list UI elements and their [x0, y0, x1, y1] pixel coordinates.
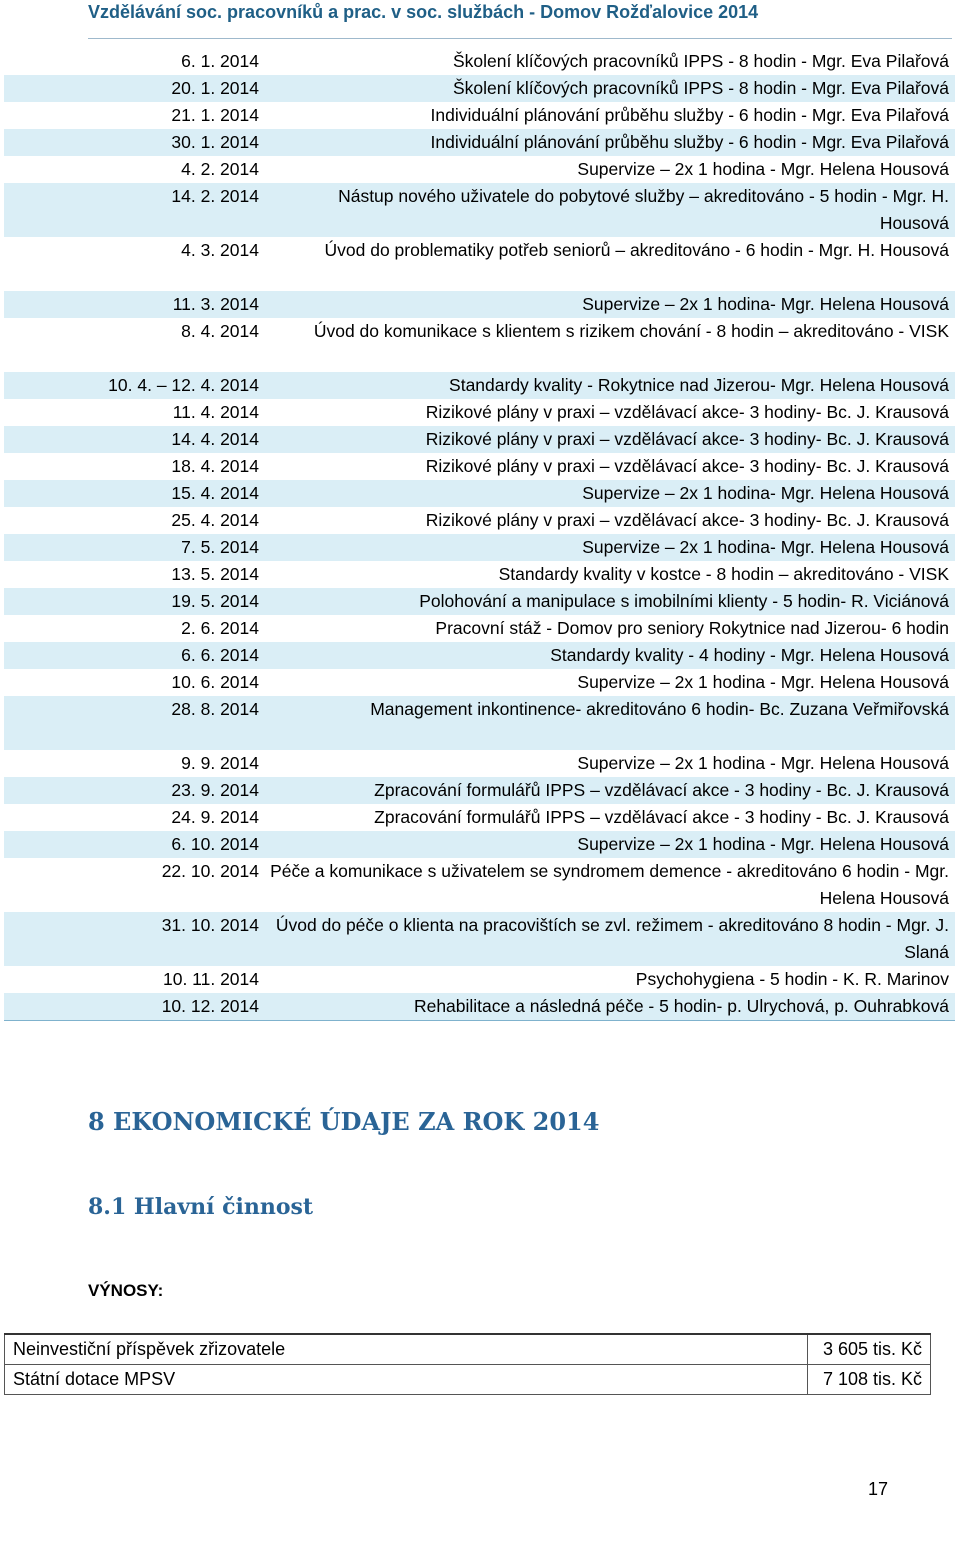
running-header: Vzdělávání soc. pracovníků a prac. v soc. službách - Domov Rožďalovice 2014	[88, 2, 759, 22]
table-row	[4, 966, 955, 993]
training-date: 10. 12. 2014	[4, 993, 267, 1021]
table-row	[5, 1365, 931, 1395]
table-row	[4, 750, 955, 777]
training-date: 28. 8. 2014	[4, 696, 267, 750]
table-row	[4, 696, 955, 750]
training-date: 31. 10. 2014	[4, 912, 267, 966]
training-description: Rehabilitace a následná péče - 5 hodin- p. Ulrychová, p. Ouhrabková	[267, 993, 955, 1021]
revenue-item: Státní dotace MPSV	[5, 1365, 808, 1395]
training-description: Rizikové plány v praxi – vzdělávací akce- 3 hodiny- Bc. J. Krausová	[425, 402, 949, 422]
training-description: Zpracování formulářů IPPS – vzdělávací akce - 3 hodiny - Bc. J. Krausová	[267, 777, 955, 804]
table-row	[4, 156, 955, 183]
table-row	[4, 75, 955, 102]
training-date: 19. 5. 2014	[4, 588, 267, 615]
table-row	[4, 480, 955, 507]
training-description: Školení klíčových pracovníků IPPS - 8 hodin - Mgr. Eva Pilařová	[452, 51, 949, 71]
training-description: Standardy kvality v kostce - 8 hodin – akreditováno - VISK	[498, 564, 949, 584]
table-row	[4, 669, 955, 696]
training-description: Úvod do péče o klienta na pracovištích se zvl. režimem - akreditováno 8 hodin - Mgr. J. Slaná	[267, 912, 955, 966]
table-row	[4, 291, 955, 318]
training-description: Pracovní stáž - Domov pro seniory Rokytnice nad Jizerou- 6 hodin	[435, 618, 949, 638]
training-date: 9. 9. 2014	[181, 753, 259, 773]
table-row	[4, 453, 955, 480]
training-date: 25. 4. 2014	[171, 510, 259, 530]
training-date: 20. 1. 2014	[4, 75, 267, 102]
revenue-label: VÝNOSY:	[88, 1281, 164, 1300]
training-date: 23. 9. 2014	[4, 777, 267, 804]
training-description: Supervize – 2x 1 hodina- Mgr. Helena Housová	[267, 534, 955, 561]
table-row	[4, 912, 955, 966]
table-row	[4, 48, 955, 75]
table-row	[5, 1334, 931, 1365]
table-row	[4, 507, 955, 534]
table-row	[4, 372, 955, 399]
training-description: Péče a komunikace s uživatelem se syndromem demence - akreditováno 6 hodin - Mgr. Helena Housová	[270, 861, 949, 908]
training-description: Zpracování formulářů IPPS – vzdělávací akce - 3 hodiny - Bc. J. Krausová	[374, 807, 949, 827]
training-description: Polohování a manipulace s imobilními klienty - 5 hodin- R. Viciánová	[267, 588, 955, 615]
training-description: Rizikové plány v praxi – vzdělávací akce- 3 hodiny- Bc. J. Krausová	[267, 426, 955, 453]
section-heading: 8 EKONOMICKÉ ÚDAJE ZA ROK 2014	[88, 1107, 600, 1136]
table-row	[4, 399, 955, 426]
table-row	[4, 831, 955, 858]
header-divider	[88, 38, 952, 39]
training-description: Individuální plánování průběhu služby - 6 hodin - Mgr. Eva Pilařová	[267, 129, 955, 156]
training-description: Supervize – 2x 1 hodina- Mgr. Helena Housová	[267, 291, 955, 318]
training-date: 4. 3. 2014	[181, 240, 259, 260]
training-date: 6. 6. 2014	[4, 642, 267, 669]
training-description: Úvod do komunikace s klientem s rizikem chování - 8 hodin – akreditováno - VISK	[313, 321, 949, 341]
training-date: 6. 10. 2014	[4, 831, 267, 858]
training-description: Nástup nového uživatele do pobytové služby – akreditováno - 5 hodin - Mgr. H. Housová	[267, 183, 955, 237]
training-date: 14. 2. 2014	[4, 183, 267, 237]
table-row	[4, 534, 955, 561]
training-table	[4, 48, 955, 1021]
training-description: Rizikové plány v praxi – vzdělávací akce- 3 hodiny- Bc. J. Krausová	[425, 456, 949, 476]
training-description: Individuální plánování průběhu služby - 6 hodin - Mgr. Eva Pilařová	[430, 105, 949, 125]
training-date: 22. 10. 2014	[161, 861, 259, 881]
table-row	[4, 804, 955, 831]
training-description: Standardy kvality - Rokytnice nad Jizerou- Mgr. Helena Housová	[267, 372, 955, 399]
training-description: Rizikové plány v praxi – vzdělávací akce- 3 hodiny- Bc. J. Krausová	[425, 510, 949, 530]
training-date: 8. 4. 2014	[181, 321, 259, 341]
training-description: Supervize – 2x 1 hodina - Mgr. Helena Housová	[577, 672, 949, 692]
training-description: Supervize – 2x 1 hodina- Mgr. Helena Housová	[267, 480, 955, 507]
training-date: 11. 4. 2014	[172, 402, 259, 422]
table-row	[4, 858, 955, 912]
table-row	[4, 183, 955, 237]
training-description: Školení klíčových pracovníků IPPS - 8 hodin - Mgr. Eva Pilařová	[267, 75, 955, 102]
training-date: 4. 2. 2014	[181, 159, 259, 179]
training-description: Supervize – 2x 1 hodina - Mgr. Helena Housová	[577, 159, 949, 179]
table-row	[4, 561, 955, 588]
training-description: Supervize – 2x 1 hodina - Mgr. Helena Housová	[267, 831, 955, 858]
training-date: 13. 5. 2014	[171, 564, 259, 584]
training-date: 10. 6. 2014	[171, 672, 259, 692]
revenue-amount: 3 605 tis. Kč	[808, 1334, 931, 1365]
table-row	[4, 777, 955, 804]
training-description: Psychohygiena - 5 hodin - K. R. Marinov	[635, 969, 949, 989]
training-date: 10. 4. – 12. 4. 2014	[4, 372, 267, 399]
table-row	[4, 615, 955, 642]
page-number: 17	[867, 1479, 889, 1499]
training-description: Supervize – 2x 1 hodina - Mgr. Helena Housová	[577, 753, 949, 773]
table-row	[4, 102, 955, 129]
subsection-heading: 8.1 Hlavní činnost	[88, 1194, 314, 1220]
training-description: Standardy kvality - 4 hodiny - Mgr. Helena Housová	[267, 642, 955, 669]
training-date: 11. 3. 2014	[4, 291, 267, 318]
table-row	[4, 588, 955, 615]
training-description: Management inkontinence- akreditováno 6 hodin- Bc. Zuzana Veřmiřovská	[267, 696, 955, 750]
training-date: 21. 1. 2014	[171, 105, 259, 125]
table-row	[4, 237, 955, 291]
training-date: 2. 6. 2014	[181, 618, 259, 638]
training-date: 7. 5. 2014	[4, 534, 267, 561]
training-date: 14. 4. 2014	[4, 426, 267, 453]
revenue-amount: 7 108 tis. Kč	[808, 1365, 931, 1395]
training-date: 18. 4. 2014	[171, 456, 259, 476]
revenue-table	[4, 1333, 931, 1395]
training-date: 15. 4. 2014	[4, 480, 267, 507]
revenue-item: Neinvestiční příspěvek zřizovatele	[5, 1334, 808, 1365]
training-date: 24. 9. 2014	[171, 807, 259, 827]
training-date: 6. 1. 2014	[181, 51, 259, 71]
training-date: 10. 11. 2014	[162, 969, 259, 989]
training-description: Úvod do problematiky potřeb seniorů – akreditováno - 6 hodin - Mgr. H. Housová	[324, 240, 949, 260]
table-row	[4, 993, 955, 1021]
training-date: 30. 1. 2014	[4, 129, 267, 156]
table-row	[4, 318, 955, 372]
table-row	[4, 129, 955, 156]
table-row	[4, 642, 955, 669]
table-row	[4, 426, 955, 453]
